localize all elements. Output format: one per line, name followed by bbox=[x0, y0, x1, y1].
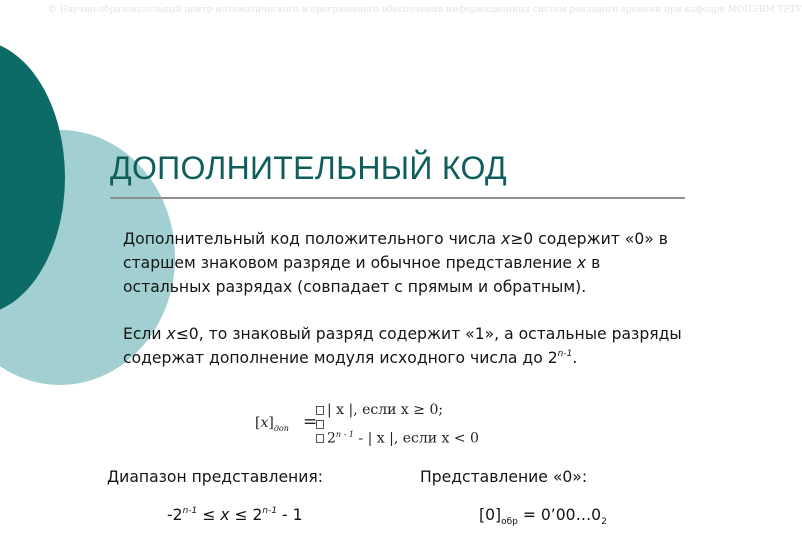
range-label: Диапазон представления: bbox=[107, 468, 324, 486]
range-expression bbox=[167, 506, 303, 524]
para2-var-x: x bbox=[166, 325, 176, 343]
para1-var-x2: x bbox=[576, 254, 587, 272]
formula-case-2 bbox=[327, 430, 479, 447]
para2-condition: ≤0 bbox=[175, 325, 199, 343]
brace-glyph-middle bbox=[316, 420, 324, 429]
paragraph-negative bbox=[123, 322, 683, 370]
title-divider bbox=[110, 197, 685, 199]
formula-lhs bbox=[255, 415, 289, 433]
zero-sub1: обр bbox=[501, 517, 518, 528]
paragraph-positive bbox=[123, 227, 683, 299]
range-var: x bbox=[220, 506, 230, 524]
para2-text2: , то знаковый разряд содержит «1», а остальные разряды содержат дополнение модуля исходного числа до 2 bbox=[123, 325, 682, 367]
formula-lhs-open: [ bbox=[255, 415, 261, 431]
formula-lhs-subscript: доп bbox=[273, 423, 289, 433]
range-leq2: ≤ 2 bbox=[229, 506, 263, 524]
formula-case2-power: n - 1 bbox=[335, 430, 354, 439]
range-power1: n-1 bbox=[182, 505, 198, 516]
range-leq1: ≤ bbox=[197, 506, 221, 524]
formula-case2-base: 2 bbox=[327, 430, 336, 447]
para1-text3: в остальных разрядах (совпадает с прямым и обратным). bbox=[123, 254, 601, 296]
para1-text2: содержит «0» в старшем знаковом разряде и обычное представление bbox=[123, 230, 668, 272]
slide-title: ДОПОЛНИТЕЛЬНЫЙ КОД bbox=[110, 150, 507, 186]
header-copyright-note: © Научно-образовательный центр математического и программного обеспечения информационных систем реального времени при кафедре МОПЭВМ ТРТУ bbox=[48, 5, 802, 15]
range-tail: - 1 bbox=[277, 506, 303, 524]
zero-lhs: [0] bbox=[479, 506, 502, 524]
para2-text1: Если bbox=[123, 325, 167, 343]
brace-glyph-bottom bbox=[316, 434, 324, 443]
zero-expression bbox=[479, 506, 607, 527]
para1-var-x: x bbox=[500, 230, 511, 248]
zero-label: Представление «0»: bbox=[420, 468, 588, 486]
range-power2: n-1 bbox=[262, 505, 278, 516]
formula-equals: = bbox=[303, 412, 318, 432]
brace-glyph-top bbox=[316, 406, 324, 415]
formula-lhs-var: x bbox=[260, 415, 269, 431]
formula-lhs-close: ] bbox=[268, 415, 274, 431]
para2-end: . bbox=[572, 349, 578, 367]
formula-case2-rest: - | x |, если x < 0 bbox=[353, 430, 479, 447]
range-minus-two: -2 bbox=[167, 506, 183, 524]
zero-mid: = 0’00…0 bbox=[517, 506, 602, 524]
zero-sub2: 2 bbox=[601, 517, 607, 528]
para1-text1: Дополнительный код положительного числа bbox=[123, 230, 501, 248]
para1-condition: ≥0 bbox=[510, 230, 534, 248]
formula-case-1: | x |, если x ≥ 0; bbox=[327, 402, 444, 418]
para2-power: n-1 bbox=[557, 348, 573, 359]
